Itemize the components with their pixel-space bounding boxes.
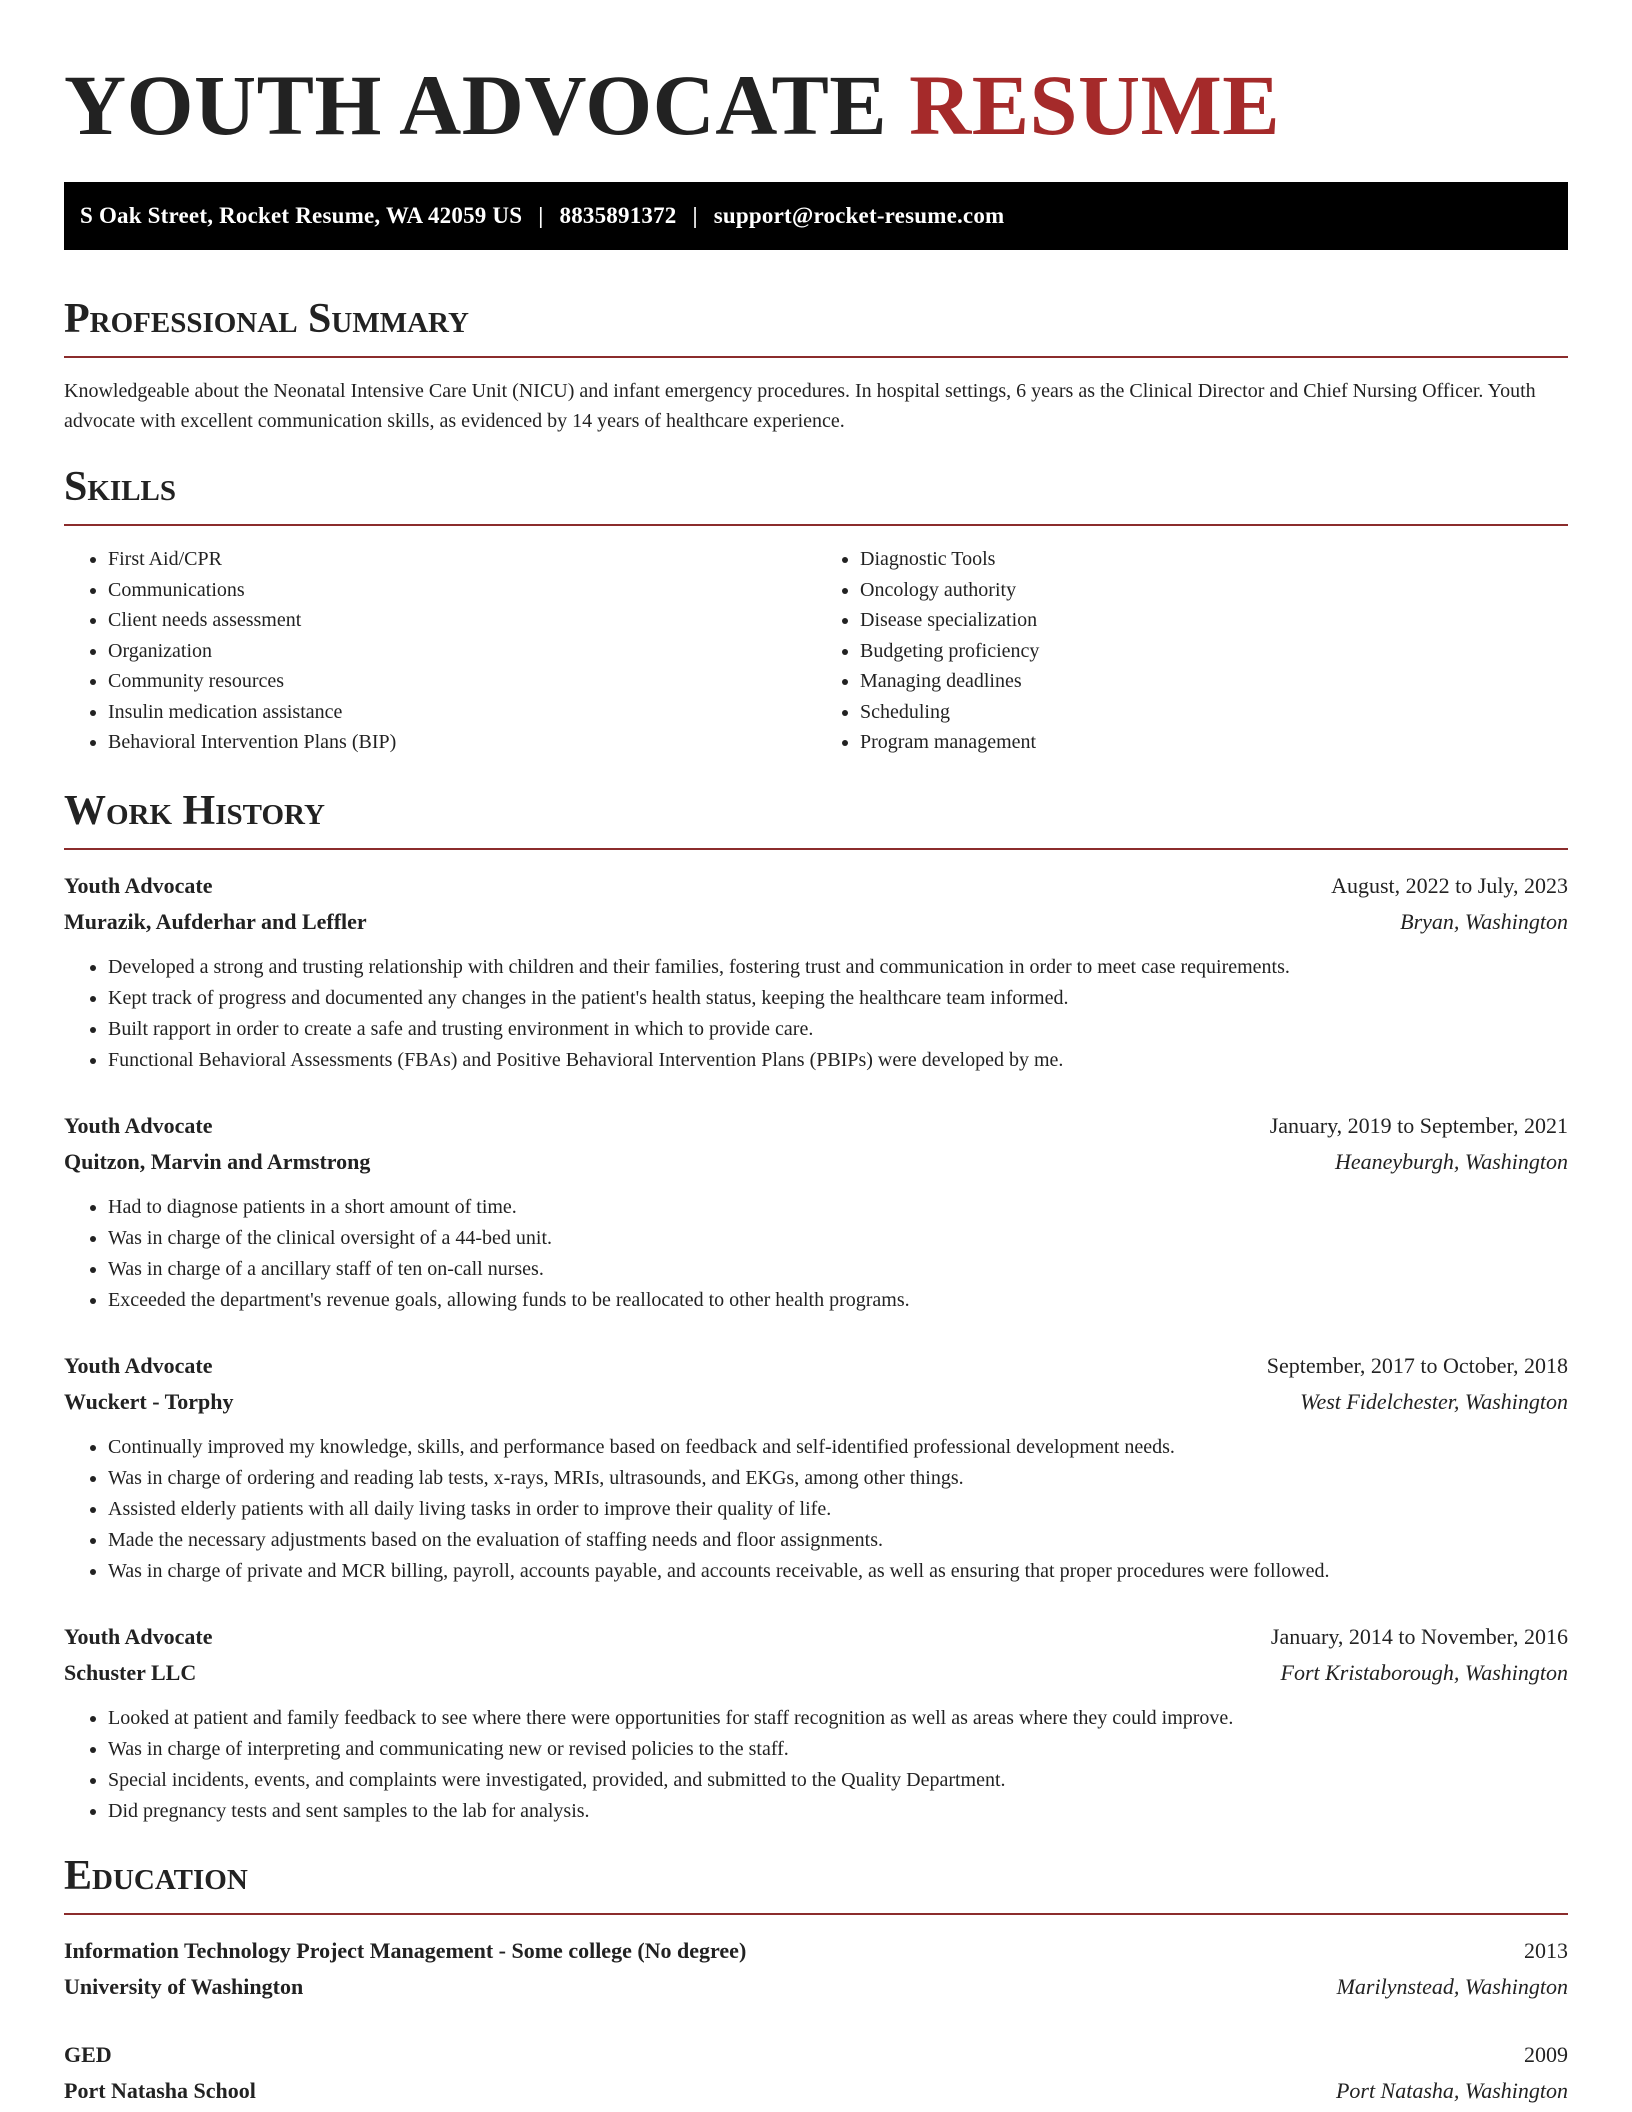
education-degree: Information Technology Project Management - Some college (No degree) (64, 1938, 747, 1964)
job-bullets (64, 1432, 1568, 1587)
job-bullets (64, 952, 1568, 1076)
contact-phone: 8835891372 (559, 203, 677, 228)
contact-separator: | (538, 203, 544, 228)
skill-item: • Communications (108, 575, 816, 606)
job-dates: January, 2019 to September, 2021 (1269, 1113, 1568, 1139)
job-title: Youth Advocate (64, 1353, 213, 1379)
education-year: 2013 (1524, 1938, 1568, 1964)
job-entry (64, 1348, 1568, 1587)
contact-address: S Oak Street, Rocket Resume, WA 42059 US (80, 203, 523, 228)
job-bullet: • Was in charge of a ancillary staff of ten on-call nurses. (108, 1254, 1568, 1285)
job-company: Quitzon, Marvin and Armstrong (64, 1149, 371, 1175)
title-accent: RESUME (909, 57, 1281, 153)
job-bullet: • Built rapport in order to create a safe and trusting environment in which to provide care. (108, 1014, 1568, 1045)
job-title: Youth Advocate (64, 1113, 213, 1139)
education-degree: GED (64, 2042, 112, 2068)
job-bullet: • Kept track of progress and documented any changes in the patient's health status, keeping the healthcare team informed. (108, 983, 1568, 1014)
skill-item: • Insulin medication assistance (108, 697, 816, 728)
education-location: Port Natasha, Washington (1335, 2078, 1568, 2104)
education-school: University of Washington (64, 1974, 304, 2000)
skill-item: • Behavioral Intervention Plans (BIP) (108, 727, 816, 758)
title-main: YOUTH ADVOCATE (64, 57, 888, 153)
job-bullet: • Made the necessary adjustments based on the evaluation of staffing needs and floor assignments. (108, 1525, 1568, 1556)
job-bullet: • Developed a strong and trusting relationship with children and their families, fostering trust and communication in order to meet case requirements. (108, 952, 1568, 983)
skills-column-right (816, 544, 1568, 758)
education-heading: Education (64, 1853, 248, 1900)
job-dates: August, 2022 to July, 2023 (1331, 873, 1568, 899)
education-entry (64, 2037, 1568, 2109)
job-entry (64, 868, 1568, 1076)
education-year: 2009 (1524, 2042, 1568, 2068)
contact-separator: | (692, 203, 698, 228)
job-location: Bryan, Washington (1400, 909, 1568, 935)
job-company: Murazik, Aufderhar and Leffler (64, 909, 367, 935)
work-heading: Work History (64, 787, 325, 834)
skills-heading: Skills (64, 464, 177, 511)
contact-bar (64, 182, 1568, 250)
education-school: Port Natasha School (64, 2078, 256, 2104)
job-bullet: • Special incidents, events, and complaints were investigated, provided, and submitted to the Quality Department. (108, 1765, 1568, 1796)
job-bullet: • Had to diagnose patients in a short amount of time. (108, 1192, 1568, 1223)
job-location: Fort Kristaborough, Washington (1280, 1660, 1568, 1686)
summary-heading: Professional Summary (64, 296, 469, 342)
job-bullet: • Exceeded the department's revenue goals, allowing funds to be reallocated to other health programs. (108, 1285, 1568, 1316)
job-bullet: • Was in charge of private and MCR billing, payroll, accounts payable, and accounts receivable, as well as ensuring that proper procedures were followed. (108, 1556, 1568, 1587)
skill-item: • Scheduling (860, 697, 1568, 728)
job-entry (64, 1619, 1568, 1827)
job-company: Wuckert - Torphy (64, 1389, 234, 1415)
section-divider (64, 1913, 1568, 1915)
skills-list (64, 544, 1568, 758)
skill-item: • Oncology authority (860, 575, 1568, 606)
skill-item: • Organization (108, 636, 816, 667)
job-bullet: • Assisted elderly patients with all daily living tasks in order to improve their quality of life. (108, 1494, 1568, 1525)
resume-title (64, 57, 1568, 153)
job-bullet: • Did pregnancy tests and sent samples to the lab for analysis. (108, 1796, 1568, 1827)
skill-item: • Disease specialization (860, 605, 1568, 636)
job-dates: January, 2014 to November, 2016 (1270, 1624, 1568, 1650)
skill-item: • First Aid/CPR (108, 544, 816, 575)
job-bullets (64, 1703, 1568, 1827)
job-bullet: • Continually improved my knowledge, skills, and performance based on feedback and self-identified professional development needs. (108, 1432, 1568, 1463)
job-title: Youth Advocate (64, 873, 213, 899)
job-company: Schuster LLC (64, 1660, 197, 1686)
section-divider (64, 356, 1568, 358)
skills-column-left (64, 544, 816, 758)
job-title: Youth Advocate (64, 1624, 213, 1650)
job-location: Heaneyburgh, Washington (1334, 1149, 1568, 1175)
job-bullets (64, 1192, 1568, 1316)
job-bullet: • Was in charge of the clinical oversight of a 44-bed unit. (108, 1223, 1568, 1254)
skill-item: • Community resources (108, 666, 816, 697)
contact-email[interactable]: support@rocket-resume.com (713, 203, 1005, 228)
job-dates: September, 2017 to October, 2018 (1266, 1353, 1568, 1379)
job-entry (64, 1108, 1568, 1316)
job-bullet: • Functional Behavioral Assessments (FBAs) and Positive Behavioral Intervention Plans (PBIPs) were developed by me. (108, 1045, 1568, 1076)
skill-item: • Diagnostic Tools (860, 544, 1568, 575)
section-divider (64, 848, 1568, 850)
skill-item: • Program management (860, 727, 1568, 758)
job-bullet: • Was in charge of interpreting and communicating new or revised policies to the staff. (108, 1734, 1568, 1765)
skill-item: • Managing deadlines (860, 666, 1568, 697)
skill-item: • Client needs assessment (108, 605, 816, 636)
job-location: West Fidelchester, Washington (1300, 1389, 1568, 1415)
section-divider (64, 524, 1568, 526)
education-entry (64, 1933, 1568, 2005)
job-bullet: • Was in charge of ordering and reading lab tests, x-rays, MRIs, ultrasounds, and EKGs, among other things. (108, 1463, 1568, 1494)
summary-text: Knowledgeable about the Neonatal Intensive Care Unit (NICU) and infant emergency procedures. In hospital settings, 6 years as the Clinical Director and Chief Nursing Officer. Youth advocate with excellent communication skills, as evidenced by 14 years of healthcare experience. (64, 380, 1536, 433)
skill-item: • Budgeting proficiency (860, 636, 1568, 667)
job-bullet: • Looked at patient and family feedback to see where there were opportunities for staff recognition as well as areas where they could improve. (108, 1703, 1568, 1734)
education-location: Marilynstead, Washington (1336, 1974, 1568, 2000)
